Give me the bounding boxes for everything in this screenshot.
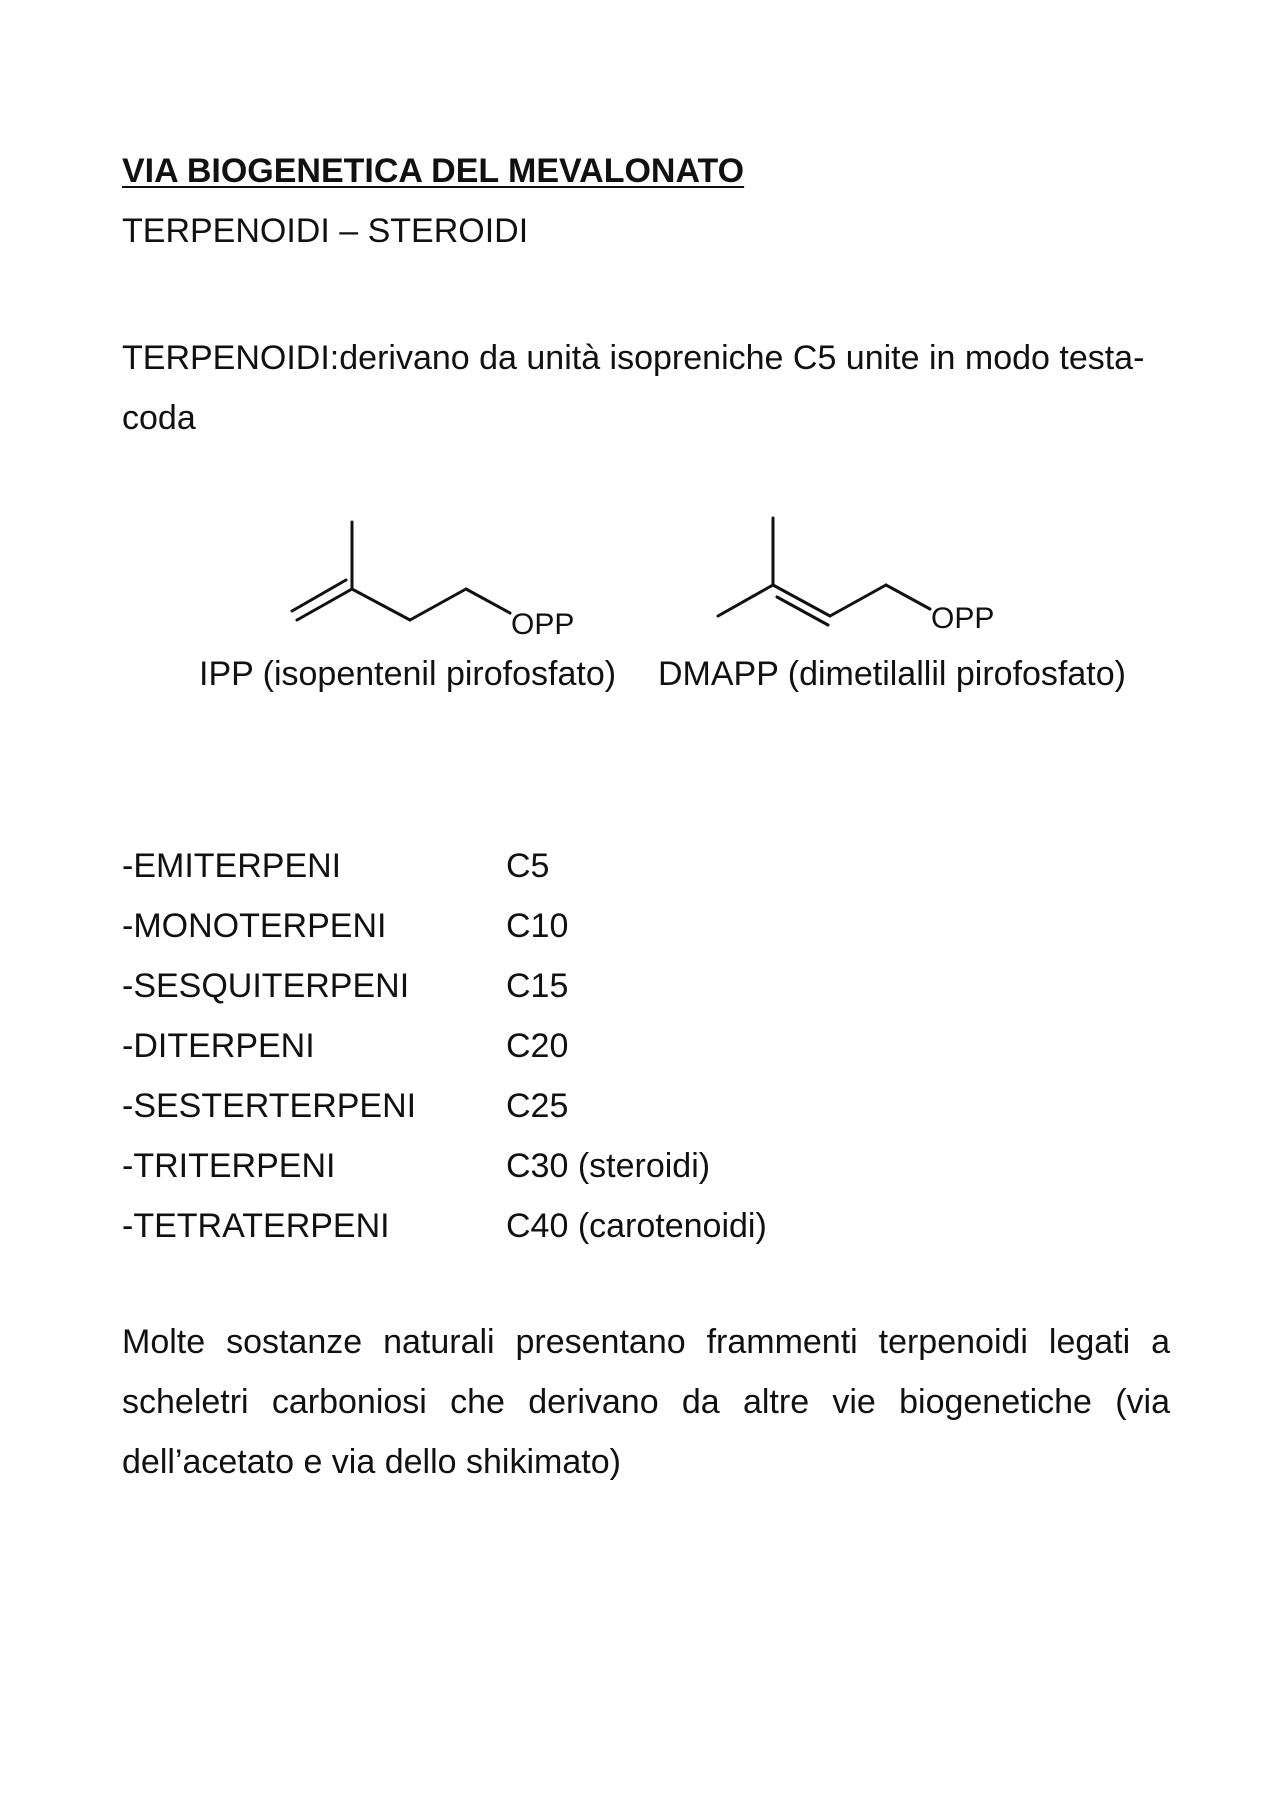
list-item [122,1196,922,1256]
dmapp-opp-label: OPP [931,602,995,635]
dmapp-chain-bond-2 [886,585,930,609]
ipp-caption: IPP (isopentenil pirofosfato) [199,655,617,693]
class-carbons: C30 (steroidi) [506,1147,711,1185]
list-item [122,1136,922,1196]
list-item [122,896,922,956]
class-name: -EMITERPENI [122,847,342,885]
ipp-opp-label: OPP [511,608,575,641]
class-name: -SESTERTERPENI [122,1087,417,1125]
class-carbons: C25 [506,1087,569,1125]
class-carbons: C10 [506,907,569,945]
class-name: -TETRATERPENI [122,1207,390,1245]
terpene-class-list [122,836,922,1256]
list-item [122,836,922,896]
dmapp-caption: DMAPP (dimetilallil pirofosfato) [658,655,1126,693]
class-name: -SESQUITERPENI [122,967,410,1005]
document-subtitle: TERPENOIDI – STEROIDI [122,212,529,250]
structure-figures [0,500,1280,680]
list-item [122,1076,922,1136]
class-carbons: C20 [506,1027,569,1065]
dmapp-methyl-bond-left [718,585,773,616]
list-item [122,956,922,1016]
class-name: -TRITERPENI [122,1147,336,1185]
closing-paragraph: Molte sostanze naturali presentano frammenti terpenoidi legati a scheletri carboniosi che derivano da altre vie biogenetiche (via dell’acetato e via dello shikimato) [122,1323,1170,1481]
list-item [122,1016,922,1076]
ipp-structure [292,522,510,620]
class-carbons: C5 [506,847,550,885]
class-name: -DITERPENI [122,1027,315,1065]
ipp-chain-bond-2 [410,589,466,620]
class-name: -MONOTERPENI [122,907,387,945]
ipp-chain-bond-1 [352,589,410,620]
dmapp-chain-bond-1 [830,585,886,616]
ipp-chain-bond-3 [466,589,510,613]
intro-paragraph: TERPENOIDI:derivano da unità isopreniche C5 unite in modo testa- coda [122,339,1145,437]
document-title: VIA BIOGENETICA DEL MEVALONATO [122,152,745,190]
dmapp-structure [718,518,930,625]
class-carbons: C15 [506,967,569,1005]
class-carbons: C40 (carotenoidi) [506,1207,767,1245]
